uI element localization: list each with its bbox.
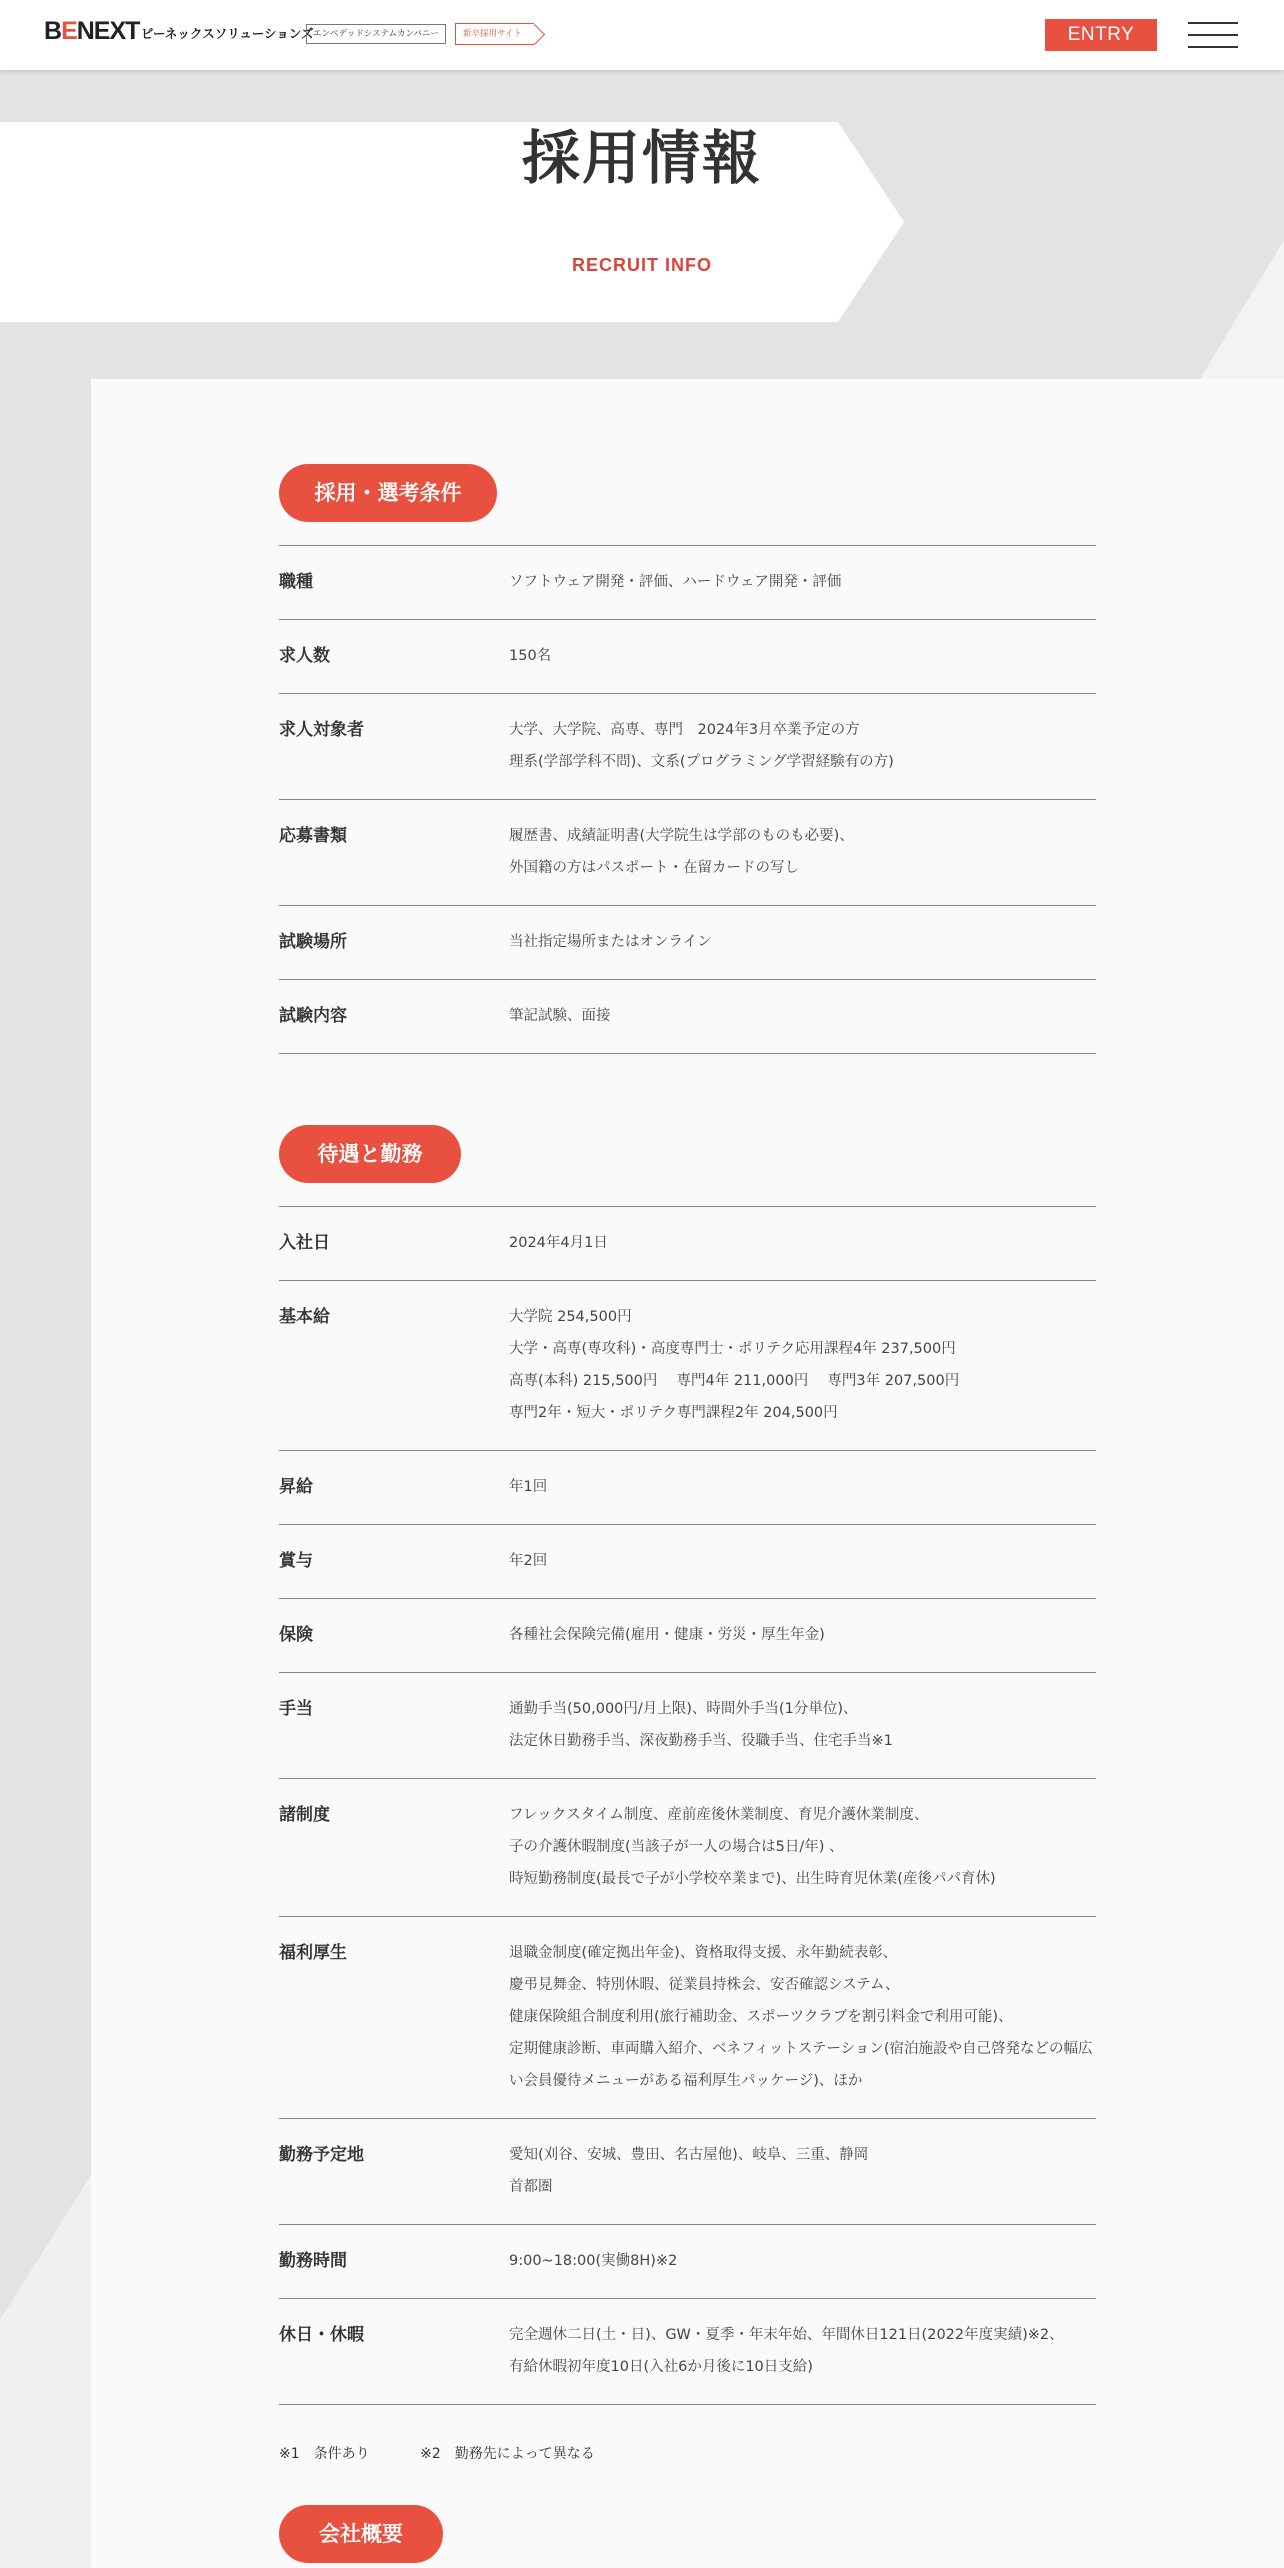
- row-value-line: い会員優待メニューがある福利厚生パッケージ)、ほか: [509, 2073, 863, 2089]
- row-label: 求人数: [279, 646, 330, 666]
- row-value: [509, 2299, 1096, 2404]
- table-row: [279, 1451, 1096, 1525]
- table-row: [279, 2119, 1096, 2225]
- row-value-line: 9:00~18:00(実働8H)※2: [509, 2253, 678, 2269]
- newgrad-site-tag[interactable]: 新卒採用サイト: [455, 23, 534, 45]
- row-label: 保険: [279, 1625, 313, 1645]
- footnote-1: ※1 条件あり: [279, 2446, 370, 2462]
- row-value: [509, 980, 1096, 1053]
- row-value-line: 通勤手当(50,000円/月上限)、時間外手当(1分単位)、: [509, 1701, 858, 1717]
- selection-table: [279, 545, 1096, 1054]
- row-value: [509, 906, 1096, 979]
- row-label: 入社日: [279, 1233, 330, 1253]
- row-value-line: 愛知(刈谷、安城、豊田、名古屋他)、岐阜、三重、静岡: [509, 2147, 869, 2163]
- table-row: [279, 1281, 1096, 1451]
- row-value: [509, 1917, 1096, 2118]
- row-value-line: 年2回: [509, 1553, 548, 1569]
- row-value-line: 時短勤務制度(最長で子が小学校卒業まで)、出生時育児休業(産後パパ育休): [509, 1871, 996, 1887]
- row-value: [509, 694, 1096, 799]
- row-label: 職種: [279, 572, 313, 592]
- table-row: [279, 1673, 1096, 1779]
- section-heading-selection: 採用・選考条件: [279, 464, 497, 522]
- row-value-line: 首都圏: [509, 2179, 553, 2195]
- row-label: 休日・休暇: [279, 2325, 364, 2345]
- table-row: [279, 620, 1096, 694]
- row-value-line: 筆記試験、面接: [509, 1008, 611, 1024]
- page-title: 採用情報: [521, 124, 762, 192]
- footnotes: [279, 2443, 641, 2463]
- footnote-2: ※2 勤務先によって異なる: [420, 2446, 595, 2462]
- hamburger-menu-icon[interactable]: [1188, 20, 1238, 50]
- row-label: 福利厚生: [279, 1943, 347, 1963]
- section-heading-company: 会社概要: [279, 2505, 443, 2563]
- row-value: [509, 1599, 1096, 1672]
- row-value-line: 年1回: [509, 1479, 548, 1495]
- row-label: 試験場所: [279, 932, 347, 952]
- row-label: 求人対象者: [279, 720, 364, 740]
- company-name: ビーネックスソリューションズ: [141, 26, 314, 41]
- row-label: 試験内容: [279, 1006, 347, 1026]
- row-value-line: 有給休暇初年度10日(入社6か月後に10日支給): [509, 2359, 813, 2375]
- table-row: [279, 1525, 1096, 1599]
- row-label: 諸制度: [279, 1805, 330, 1825]
- row-value-line: 定期健康診断、車両購入紹介、ベネフィットステーション(宿泊施設や自己啓発などの幅広: [509, 2041, 1093, 2057]
- row-label: 昇給: [279, 1477, 313, 1497]
- page-subtitle: RECRUIT INFO: [572, 255, 712, 275]
- row-value-line: 専門2年・短大・ポリテク専門課程2年 204,500円: [509, 1405, 838, 1421]
- logo[interactable]: BENEXT: [44, 17, 140, 45]
- table-row: [279, 906, 1096, 980]
- row-value: [509, 1525, 1096, 1598]
- table-row: [279, 800, 1096, 906]
- row-value: [509, 800, 1096, 905]
- row-value-line: 高専(本科) 215,500円 専門4年 211,000円 専門3年 207,500円: [509, 1373, 960, 1389]
- row-value-line: 外国籍の方はパスポート・在留カードの写し: [509, 860, 799, 876]
- row-value: [509, 620, 1096, 693]
- row-value: [509, 1281, 1096, 1450]
- row-label: 手当: [279, 1699, 313, 1719]
- content-card: [91, 379, 1284, 2568]
- row-value: [509, 1451, 1096, 1524]
- row-value-line: 各種社会保険完備(雇用・健康・労災・厚生年金): [509, 1627, 825, 1643]
- table-row: [279, 1779, 1096, 1917]
- row-value-line: 大学院 254,500円: [509, 1309, 632, 1325]
- table-row: [279, 1207, 1096, 1281]
- row-label: 勤務予定地: [279, 2145, 364, 2165]
- row-label: 賞与: [279, 1551, 313, 1571]
- row-value-line: 大学、大学院、高専、専門 2024年3月卒業予定の方: [509, 722, 860, 738]
- row-value-line: 健康保険組合制度利用(旅行補助金、スポーツクラブを割引料金で利用可能)、: [509, 2009, 1013, 2025]
- row-value-line: 履歴書、成績証明書(大学院生は学部のものも必要)、: [509, 828, 854, 844]
- row-value-line: 退職金制度(確定拠出年金)、資格取得支援、永年勤続表彰、: [509, 1945, 898, 1961]
- row-value: [509, 1207, 1096, 1280]
- section-heading-conditions: 待遇と勤務: [279, 1125, 461, 1183]
- table-row: [279, 546, 1096, 620]
- entry-button[interactable]: ENTRY: [1045, 19, 1157, 51]
- table-row: [279, 694, 1096, 800]
- row-value-line: 理系(学部学科不問)、文系(プログラミング学習経験有の方): [509, 754, 894, 770]
- row-value: [509, 1779, 1096, 1916]
- row-value: [509, 1673, 1096, 1778]
- row-value: [509, 546, 1096, 619]
- row-value-line: 完全週休二日(土・日)、GW・夏季・年末年始、年間休日121日(2022年度実績)※2、: [509, 2327, 1064, 2343]
- row-value-line: 子の介護休暇制度(当該子が一人の場合は5日/年) 、: [509, 1839, 844, 1855]
- table-row: [279, 2225, 1096, 2299]
- row-value: [509, 2119, 1096, 2224]
- row-label: 基本給: [279, 1307, 330, 1327]
- site-header: [0, 0, 1284, 70]
- conditions-table: [279, 1206, 1096, 2405]
- row-value-line: 慶弔見舞金、特別休暇、従業員持株会、安否確認システム、: [509, 1977, 900, 1993]
- row-label: 応募書類: [279, 826, 347, 846]
- row-value-line: ソフトウェア開発・評価、ハードウェア開発・評価: [509, 574, 842, 590]
- row-label: 勤務時間: [279, 2251, 347, 2271]
- embedded-company-tag: エンベデッドシステムカンパニー: [306, 24, 446, 44]
- row-value-line: 法定休日勤務手当、深夜勤務手当、役職手当、住宅手当※1: [509, 1733, 893, 1749]
- row-value: [509, 2225, 1096, 2298]
- table-row: [279, 980, 1096, 1054]
- table-row: [279, 1599, 1096, 1673]
- row-value-line: 2024年4月1日: [509, 1235, 608, 1251]
- table-row: [279, 1917, 1096, 2119]
- row-value-line: フレックスタイム制度、産前産後休業制度、育児介護休業制度、: [509, 1807, 929, 1823]
- row-value-line: 大学・高専(専攻科)・高度専門士・ポリテク応用課程4年 237,500円: [509, 1341, 956, 1357]
- row-value-line: 150名: [509, 648, 552, 664]
- row-value-line: 当社指定場所またはオンライン: [509, 934, 712, 950]
- table-row: [279, 2299, 1096, 2405]
